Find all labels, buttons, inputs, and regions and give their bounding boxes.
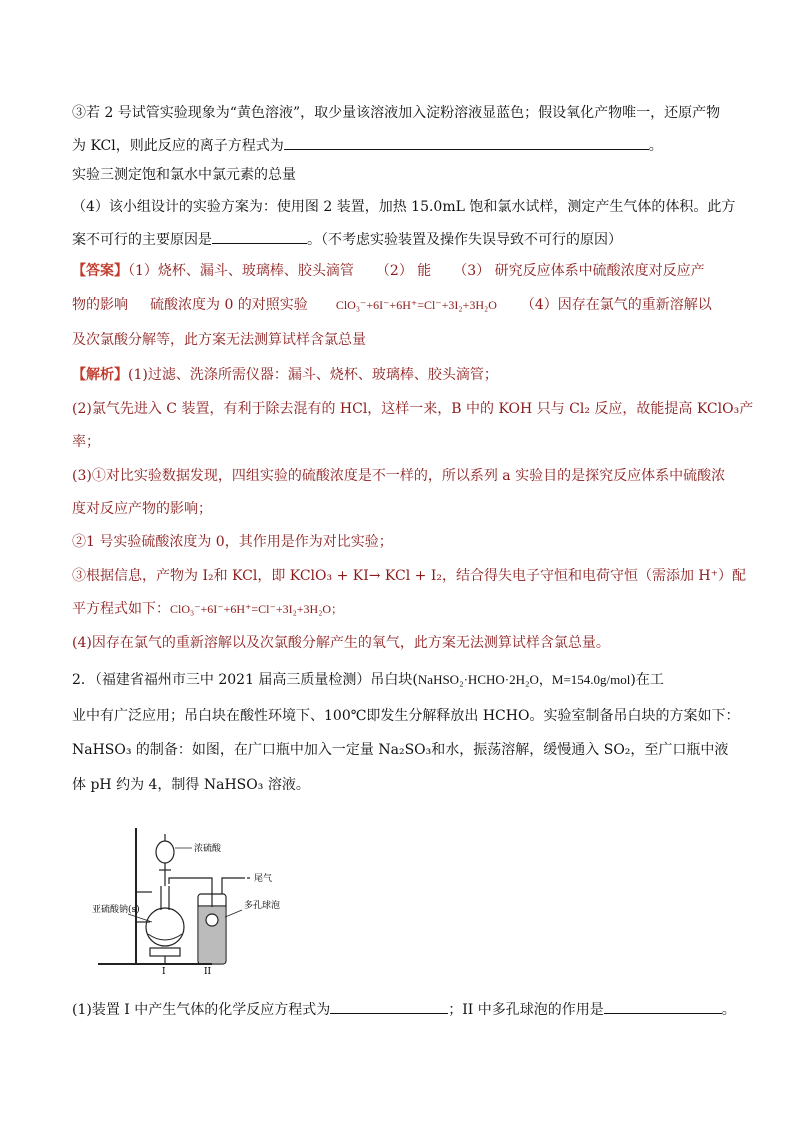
q2-sub1-suffix: 。 [721, 1002, 736, 1018]
q1-item3-prefix: 为 KCl，则此反应的离子方程式为 [72, 138, 284, 154]
label-porous-bubbler: 多孔球泡 [244, 901, 281, 911]
q1-item4-suffix: 。（不考虑实验装置及操作失误导致不可行的原因） [307, 232, 622, 248]
q1-item4-line2 [72, 229, 622, 249]
answer-control: 硫酸浓度为 0 的对照实验 [150, 297, 308, 313]
apparatus-diagram [92, 824, 282, 976]
answer-line2 [72, 296, 712, 314]
analysis-line1 [72, 366, 498, 384]
answer-blank[interactable] [284, 135, 649, 150]
answer-part1: （1）烧杯、漏斗、玻璃棒、胶头滴管 [128, 263, 354, 279]
exp3-title: 实验三测定饱和氯水中氯元素的总量 [72, 167, 296, 183]
q1-item4-prefix: 案不可行的主要原因是 [72, 232, 212, 248]
q2-line2: 业中有广泛应用；吊白块在酸性环境下、100℃即发生分解释放出 HCHO。实验室制备吊白块的方案如下： [72, 708, 740, 724]
answer-part4: （4）因存在氯气的重新溶解以 [520, 297, 712, 313]
q2-line1-prefix: 2．（福建省福州市三中 2021 届高三质量检测）吊白块( [72, 672, 418, 688]
q2-line1 [72, 671, 664, 689]
answer-equation: ClO₃⁻+6I⁻+6H⁺=Cl⁻+3I₂+3H₂O [335, 298, 497, 312]
answer-line3: 及次氯酸分解等，此方案无法测算试样含氯总量 [72, 332, 366, 348]
analysis-p5b-prefix: 平方程式如下： [72, 601, 170, 617]
q1-item3-line1: ③若 2 号试管实验现象为“黄色溶液”，取少量该溶液加入淀粉溶液显蓝色；假设氧化产物唯一，还原产物 [72, 105, 721, 121]
answer-blank[interactable] [604, 999, 722, 1014]
answer-line1 [72, 262, 705, 280]
analysis-p5b [72, 600, 343, 618]
answer-part3: （3） 研究反应体系中硫酸浓度对反应产 [453, 263, 705, 279]
label-concentrated-acid: 浓硫酸 [194, 844, 222, 854]
q1-item3-suffix: 。 [648, 138, 663, 154]
answer-blank[interactable] [212, 229, 307, 244]
answer-part3-cont: 物的影响 [72, 297, 128, 313]
apparatus-drawing [92, 824, 282, 976]
label-sodium-sulfite: 亚硫酸钠(s) [92, 905, 140, 915]
label-apparatus-I: I [162, 967, 166, 976]
analysis-p6: (4)因存在氯气的重新溶解以及次氯酸分解产生的氧气，此方案无法测算试样含氯总量。 [72, 635, 610, 651]
label-exhaust: 尾气 [254, 874, 273, 884]
analysis-tag: 【解析】 [72, 367, 128, 383]
q2-formula: NaHSO₂·HCHO·2H₂O，M=154.0g/mol [417, 672, 631, 687]
analysis-equation: ClO₃⁻+6I⁻+6H⁺=Cl⁻+3I₂+3H₂O； [170, 602, 344, 616]
analysis-p3a: (3)①对比实验数据发现，四组实验的硫酸浓度是不一样的，所以系列 a 实验目的是探究反应体系中硫酸浓 [72, 468, 726, 484]
q2-sub1-prefix: (1)装置 I 中产生气体的化学反应方程式为 [72, 1002, 331, 1018]
q2-line1-suffix: )在工 [630, 672, 664, 688]
analysis-p3b: 度对反应产物的影响； [72, 501, 212, 517]
answer-part2: （2） 能 [375, 263, 432, 279]
q2-sub1-middle: ；II 中多孔球泡的作用是 [448, 1002, 604, 1018]
analysis-p2b: 率； [72, 434, 100, 450]
answer-tag: 【答案】 [72, 263, 128, 279]
label-apparatus-II: II [204, 967, 212, 976]
analysis-p5a: ③根据信息，产物为 I₂和 KCl，即 KClO₃ + KI→ KCl + I₂，结合得失电子守恒和电荷守恒（需添加 H⁺）配 [72, 568, 747, 584]
q2-line4: 体 pH 约为 4，制得 NaHSO₃ 溶液。 [72, 777, 310, 793]
analysis-p2a: (2)氯气先进入 C 装置，有利于除去混有的 HCl，这样一来，B 中的 KOH 只与 Cl₂ 反应，故能提高 KClO₃产 [72, 401, 754, 417]
q1-item4-line1: （4）该小组设计的实验方案为：使用图 2 装置，加热 15.0mL 饱和氯水试样，测定产生气体的体积。此方 [72, 199, 736, 215]
analysis-p4: ②1 号实验硫酸浓度为 0，其作用是作为对比实验； [72, 534, 393, 550]
answer-blank[interactable] [330, 999, 448, 1014]
q2-sub1 [72, 999, 736, 1019]
analysis-p1: (1)过滤、洗涤所需仪器：漏斗、烧杯、玻璃棒、胶头滴管； [128, 367, 498, 383]
q2-line3: NaHSO₃ 的制备：如图，在广口瓶中加入一定量 Na₂SO₃和水，振荡溶解，缓慢通入 SO₂，至广口瓶中液 [72, 742, 729, 758]
q1-item3-line2 [72, 135, 663, 155]
